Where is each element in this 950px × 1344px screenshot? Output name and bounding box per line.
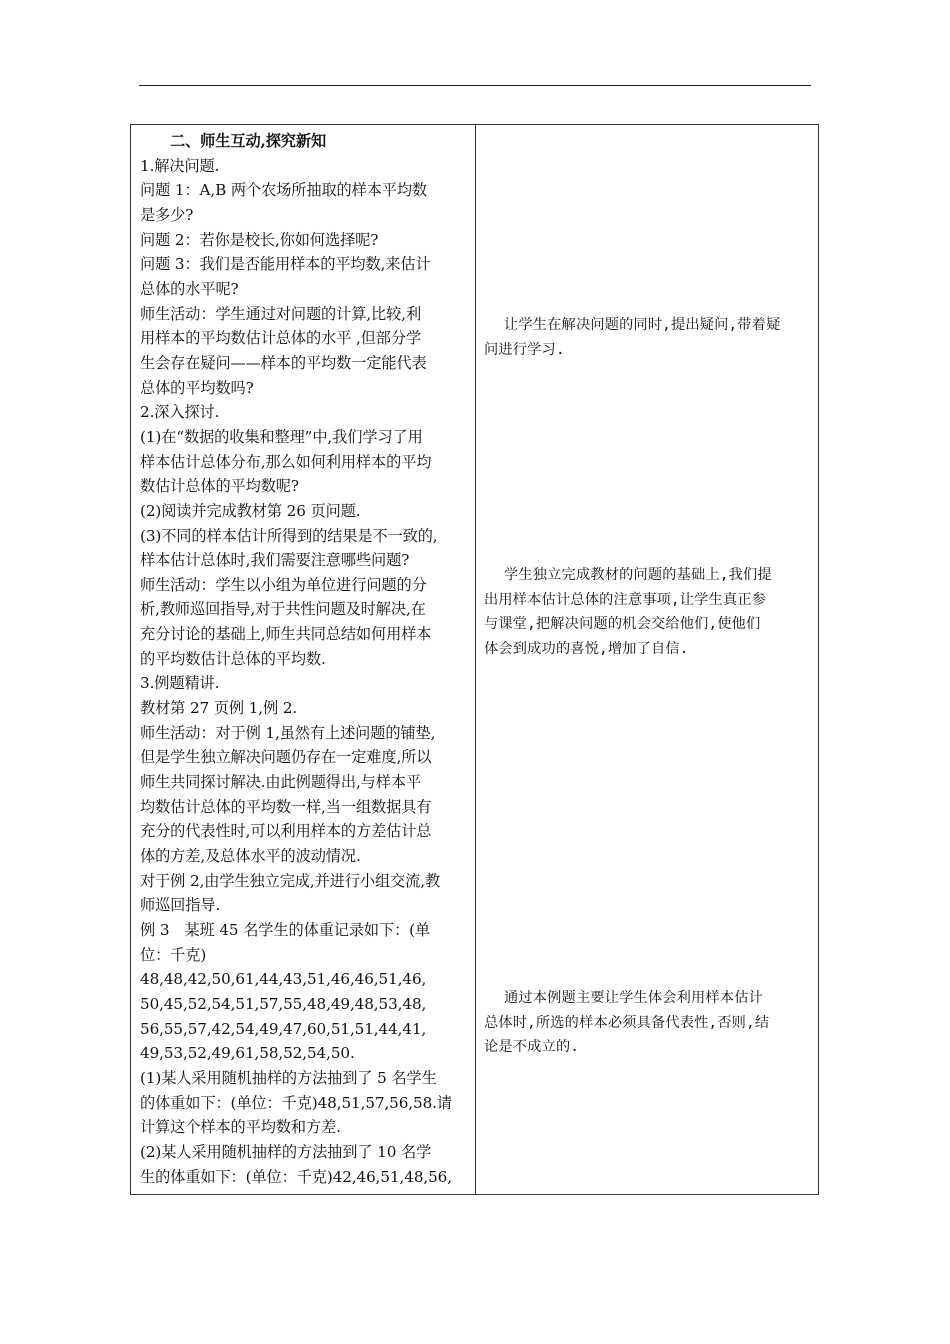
lesson-table: [130, 124, 819, 1195]
text-line: 1.解决问题.: [140, 156, 220, 175]
text-line: 均数估计总体的平均数一样,当一组数据具有: [140, 797, 432, 816]
text-line: 样本估计总体时,我们需要注意哪些问题?: [140, 551, 410, 570]
text-line: 样本估计总体分布,那么如何利用样本的平均: [140, 452, 432, 471]
design-intent-note-3: [484, 986, 810, 1060]
text-line: 生的体重如下：(单位：千克)42,46,51,48,56,: [140, 1167, 452, 1186]
text-line: 例 3 某班 45 名学生的体重记录如下：(单: [140, 921, 431, 939]
text-line: 问题 3：我们是否能用样本的平均数,来估计: [140, 255, 431, 274]
text-line: 对于例 2,由学生独立完成,并进行小组交流,教: [140, 871, 441, 890]
text-line: 生会存在疑问——样本的平均数一定能代表: [140, 353, 427, 372]
text-line: (2)某人采用随机抽样的方法抽到了 10 名学: [140, 1142, 432, 1161]
text-line: 56,55,57,42,54,49,47,60,51,51,44,41,: [140, 1019, 427, 1038]
text-line: 的平均数估计总体的平均数.: [140, 649, 326, 668]
text-line: 50,45,52,54,51,57,55,48,49,48,53,48,: [140, 994, 427, 1013]
note-line: 与课堂,把解决问题的机会交给他们,使他们: [484, 616, 761, 632]
text-line: 问题 2：若你是校长,你如何选择呢?: [140, 230, 379, 249]
text-line: 位：千克): [140, 945, 207, 964]
text-line: 是多少?: [140, 205, 194, 224]
text-line: 师生活动：学生以小组为单位进行问题的分: [140, 575, 427, 594]
text-line: 师生活动：对于例 1,虽然有上述问题的铺垫,: [140, 723, 436, 742]
note-line: 让学生在解决问题的同时,提出疑问,带着疑: [504, 317, 781, 333]
text-line: 48,48,42,50,61,44,43,51,46,46,51,46,: [140, 970, 427, 989]
text-line: 数估计总体的平均数呢?: [140, 477, 299, 496]
text-line: 总体的水平呢?: [140, 279, 239, 298]
text-line: (1)某人采用随机抽样的方法抽到了 5 名学生: [140, 1068, 437, 1087]
text-line: (3)不同的样本估计所得到的结果是不一致的,: [140, 526, 438, 545]
text-line: 析,教师巡回指导,对于共性问题及时解决,在: [140, 600, 426, 619]
note-line: 问进行学习.: [484, 341, 565, 358]
note-line: 体会到成功的喜悦,增加了自信.: [484, 640, 689, 657]
text-line: 总体的平均数吗?: [140, 378, 254, 397]
design-intent-note-2: [484, 563, 810, 661]
text-line: 充分的代表性时,可以利用样本的方差估计总: [140, 822, 432, 841]
text-line: 充分讨论的基础上,师生共同总结如何用样本: [140, 625, 432, 644]
text-line: 49,53,52,49,61,58,52,54,50.: [140, 1044, 355, 1063]
note-line: 学生独立完成教材的问题的基础上,我们提: [504, 567, 772, 583]
design-intent-note-1: [484, 313, 810, 362]
text-line: 教材第 27 页例 1,例 2.: [140, 699, 298, 718]
note-line: 总体时,所选的样本必须具备代表性,否则,结: [484, 1014, 770, 1031]
section-heading: 二、师生互动,探究新知: [170, 132, 327, 150]
header-rule: [139, 85, 811, 86]
text-line: 但是学生独立解决问题仍存在一定难度,所以: [140, 748, 432, 767]
text-line: 问题 1：A,B 两个农场所抽取的样本平均数: [140, 181, 428, 200]
text-line: 师生共同探讨解决.由此例题得出,与样本平: [140, 773, 422, 792]
note-line: 通过本例题主要让学生体会利用样本估计: [504, 990, 763, 1006]
column-divider: [475, 125, 476, 1194]
text-line: 的体重如下：(单位：千克)48,51,57,56,58.请: [140, 1093, 452, 1112]
text-line: (2)阅读并完成教材第 26 页问题.: [140, 501, 361, 520]
text-line: 师巡回指导.: [140, 896, 221, 915]
text-line: 2.深入探讨.: [140, 403, 220, 422]
text-line: 用样本的平均数估计总体的水平 ,但部分学: [140, 329, 422, 348]
text-line: 3.例题精讲.: [140, 674, 220, 693]
text-line: 计算这个样本的平均数和方差.: [140, 1118, 341, 1137]
note-line: 论是不成立的.: [484, 1039, 580, 1055]
text-line: 体的方差,及总体水平的波动情况.: [140, 847, 361, 866]
text-line: (1)在“数据的收集和整理”中,我们学习了用: [140, 427, 423, 446]
text-line: 师生活动：学生通过对问题的计算,比较,利: [140, 304, 422, 323]
teaching-process-column: [140, 129, 466, 1189]
note-line: 出用样本估计总体的注意事项,让学生真正参: [484, 591, 767, 608]
